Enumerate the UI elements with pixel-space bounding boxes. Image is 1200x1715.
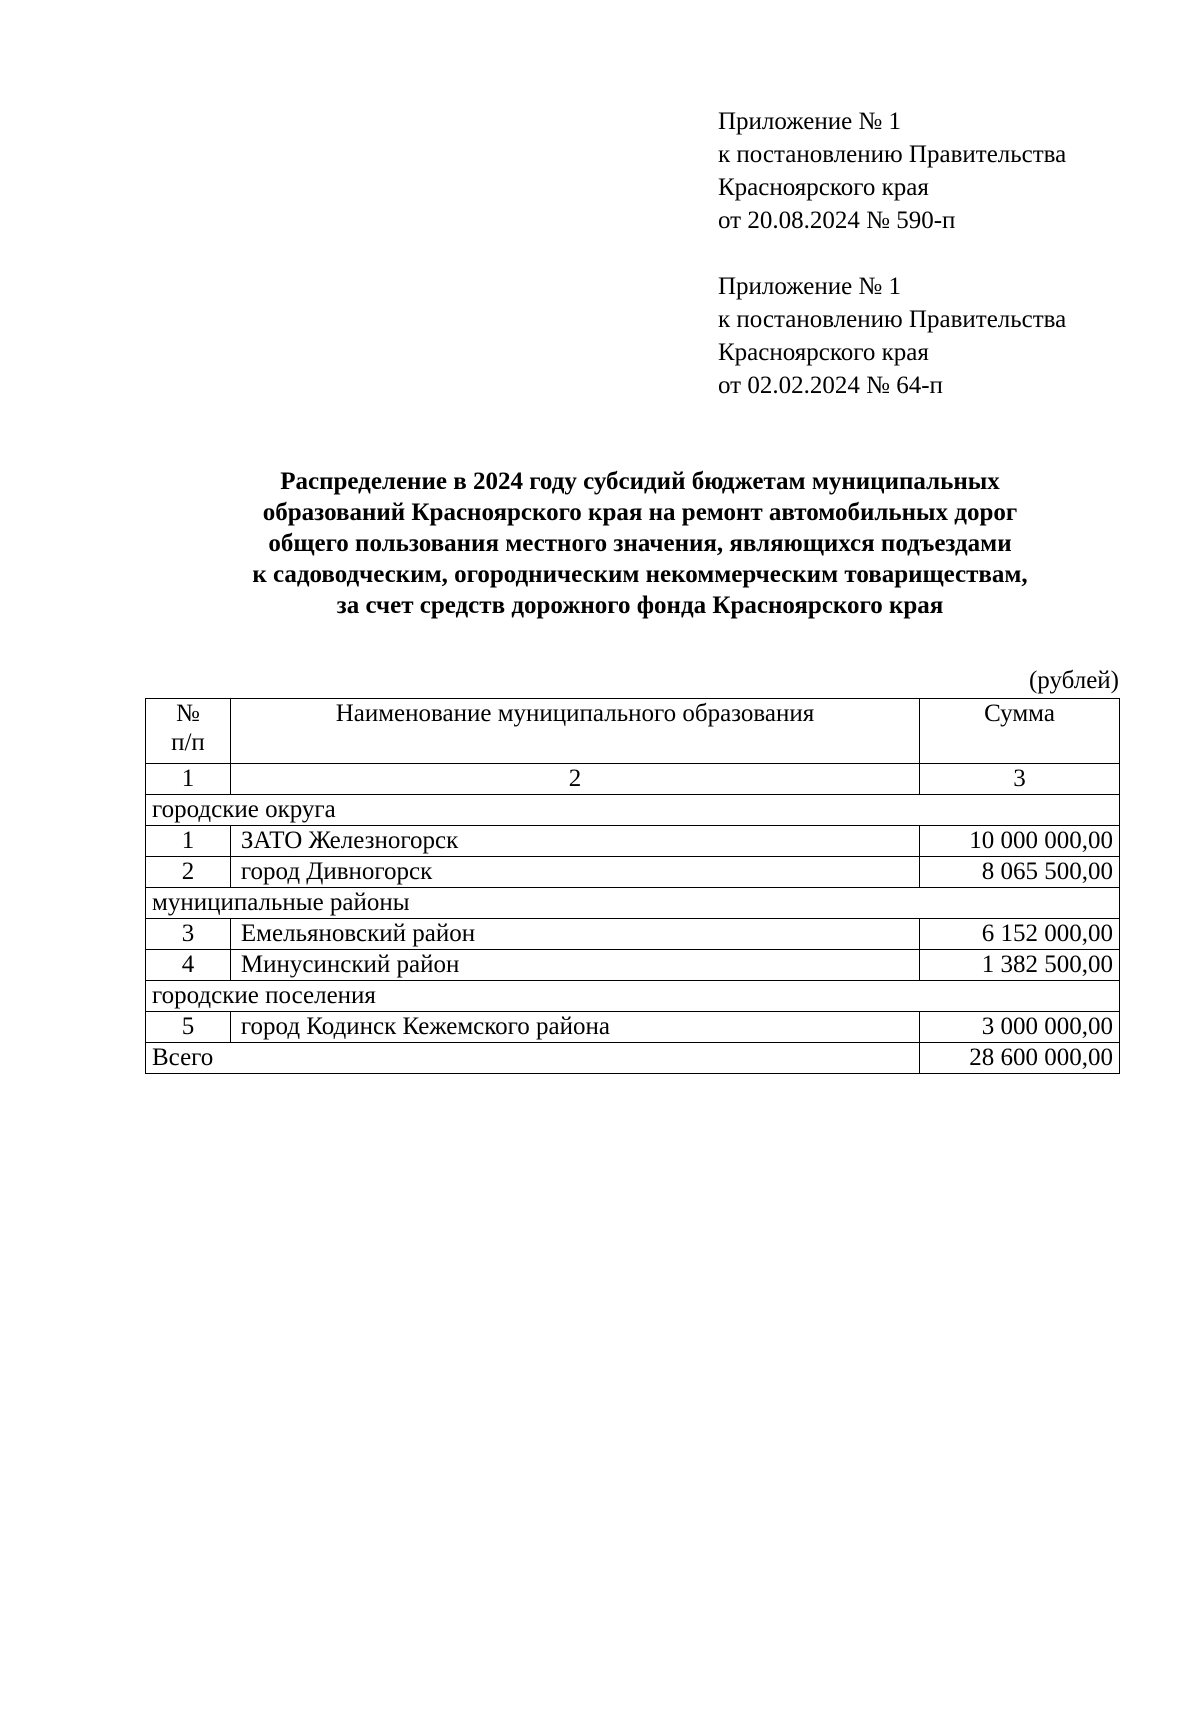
row-name: город Дивногорск	[230, 857, 919, 888]
table-row	[146, 1012, 1120, 1043]
appendix-header-original	[718, 270, 1178, 402]
table-row	[146, 950, 1120, 981]
appendix-line: Красноярского края	[718, 339, 929, 366]
row-number: 5	[146, 1012, 231, 1043]
group-row	[146, 795, 1120, 826]
total-row	[146, 1043, 1120, 1074]
column-number: 1	[146, 764, 231, 795]
title-line: за счет средств дорожного фонда Красноярского края	[336, 592, 944, 619]
subsidy-distribution-table	[145, 698, 1120, 1074]
row-sum: 10 000 000,00	[920, 826, 1120, 857]
header-number-symbol: №	[176, 700, 200, 727]
appendix-header-current	[718, 105, 1178, 237]
header-name: Наименование муниципального образования	[230, 699, 919, 764]
header-number	[146, 699, 231, 764]
appendix-line: Приложение № 1	[718, 108, 902, 135]
row-number: 3	[146, 919, 231, 950]
header-number-abbr: п/п	[171, 729, 205, 756]
group-label: городские поселения	[146, 981, 1120, 1012]
appendix-line: к постановлению Правительства	[718, 141, 1067, 168]
row-name: Минусинский район	[230, 950, 919, 981]
column-numbers-row	[146, 764, 1120, 795]
table-header-row	[146, 699, 1120, 764]
header-sum: Сумма	[920, 699, 1120, 764]
row-number: 2	[146, 857, 231, 888]
row-sum: 6 152 000,00	[920, 919, 1120, 950]
row-sum: 3 000 000,00	[920, 1012, 1120, 1043]
title-line: к садоводческим, огородническим некоммерческим товариществам,	[252, 561, 1028, 588]
row-number: 4	[146, 950, 231, 981]
appendix-line: Красноярского края	[718, 174, 929, 201]
total-sum: 28 600 000,00	[920, 1043, 1120, 1074]
appendix-line: Приложение № 1	[718, 273, 902, 300]
title-line: образований Красноярского края на ремонт автомобильных дорог	[262, 499, 1018, 526]
row-sum: 1 382 500,00	[920, 950, 1120, 981]
group-label: городские округа	[146, 795, 1120, 826]
row-name: ЗАТО Железногорск	[230, 826, 919, 857]
group-label: муниципальные районы	[146, 888, 1120, 919]
units-label: (рублей)	[1028, 667, 1119, 694]
row-name: город Кодинск Кежемского района	[230, 1012, 919, 1043]
column-number: 2	[230, 764, 919, 795]
appendix-line: от 02.02.2024 № 64-п	[718, 372, 943, 399]
table-row	[146, 857, 1120, 888]
appendix-line: к постановлению Правительства	[718, 306, 1067, 333]
row-number: 1	[146, 826, 231, 857]
row-name: Емельяновский район	[230, 919, 919, 950]
title-line: общего пользования местного значения, являющихся подъездами	[268, 530, 1012, 557]
group-row	[146, 981, 1120, 1012]
document-title	[110, 466, 1170, 621]
table-row	[146, 826, 1120, 857]
appendix-line: от 20.08.2024 № 590-п	[718, 207, 956, 234]
row-sum: 8 065 500,00	[920, 857, 1120, 888]
total-label: Всего	[146, 1043, 920, 1074]
column-number: 3	[920, 764, 1120, 795]
table-row	[146, 919, 1120, 950]
group-row	[146, 888, 1120, 919]
title-line: Распределение в 2024 году субсидий бюджетам муниципальных	[280, 468, 1000, 495]
